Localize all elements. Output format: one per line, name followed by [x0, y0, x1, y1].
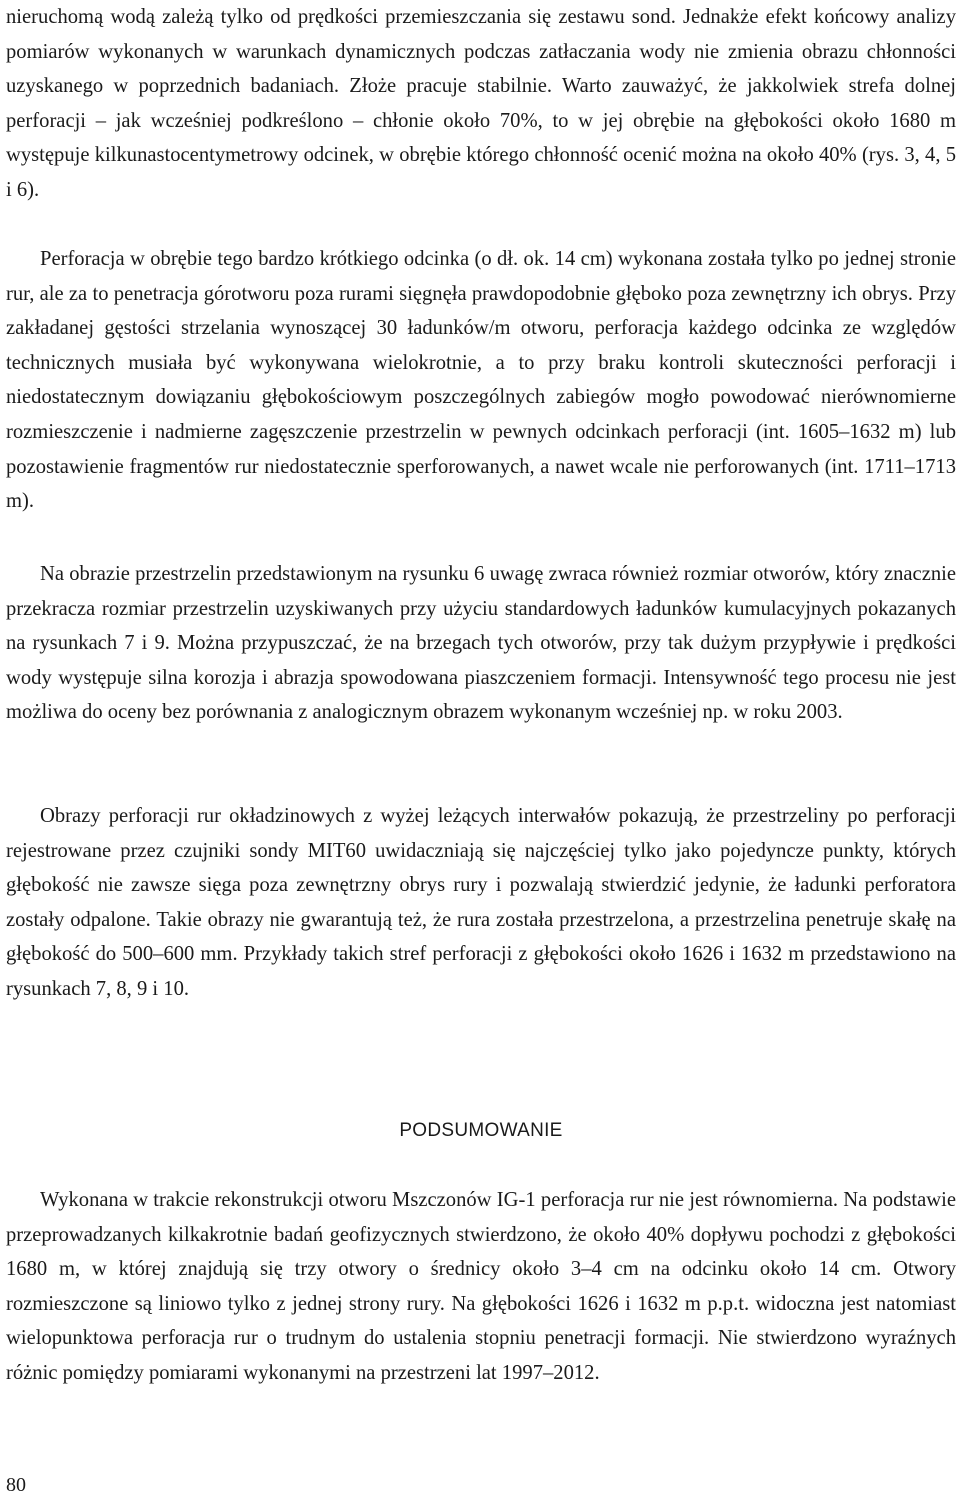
paragraph-4: Obrazy perforacji rur okładzinowych z wyżej leżących interwałów pokazują, że przestrzeliny po perforacji rejestrowane przez czujniki sondy MIT60 uwidaczniają się najczęściej tylko jako pojedyncze punkty, których głębokość nie zawsze sięga poza zewnętrzny obrys rury i pozwalają stwierdzić jedynie, że ładunki perforatora zostały odpalone. Takie obrazy nie gwarantują też, że rura została przestrzelona, a przestrzelina penetruje skałę na głębokość do 500–600 mm. Przykłady takich stref perforacji z głębokości około 1626 i 1632 m przedstawiono na rysunkach 7, 8, 9 i 10. — [6, 805, 956, 1000]
paragraph-1: nieruchomą wodą zależą tylko od prędkości przemieszczania się zestawu sond. Jednakże efekt końcowy analizy pomiarów wykonanych w warunkach dynamicznych podczas zatłaczania wody nie zmienia obrazu chłonności uzyskanego w poprzednich badaniach. Złoże pracuje stabilnie. Warto zauważyć, że jakkolwiek strefa dolnej perforacji – jak wcześniej podkreślono – chłonie około 70%, to w jej obrębie na głębokości około 1680 m występuje kilkunastocentymetrowy odcinek, w obrębie którego chłonność ocenić można na około 40% (rys. 3, 4, 5 i 6). — [6, 6, 956, 201]
section-heading: PODSUMOWANIE — [399, 1120, 563, 1141]
paragraph-2: Perforacja w obrębie tego bardzo krótkiego odcinka (o dł. ok. 14 cm) wykonana została tylko po jednej stronie rur, ale za to penetracja górotworu poza rurami sięgnęła prawdopodobnie głęboko poza zewnętrzny ich obrys. Przy zakładanej gęstości strzelania wynoszącej 30 ładunków/m otworu, perforacja każdego odcinka ze względów technicznych musiała być wykonywana wielokrotnie, a to przy braku kontroli skuteczności perforacji i niedostatecznym dowiązaniu głębokościowym poszczególnych zabiegów mogło powodować nierównomierne rozmieszczenie i nadmierne zagęszczenie przestrzelin w pewnych odcinkach perforacji (int. 1605–1632 m) lub pozostawienie fragmentów rur niedostatecznie sperforowanych, a nawet wcale nie perforowanych (int. 1711–1713 m). — [6, 248, 956, 513]
page-number: 80 — [6, 1474, 26, 1496]
summary-paragraph: Wykonana w trakcie rekonstrukcji otworu Mszczonów IG-1 perforacja rur nie jest równomierna. Na podstawie przeprowadzanych kilkakrotnie badań geofizycznych stwierdzono, że około 40% dopływu pochodzi z głębokości 1680 m, w której znajdują się trzy otwory o średnicy około 3–4 cm na odcinku około 14 cm. Otwory rozmieszczone są liniowo tylko z jednej strony rury. Na głębokości 1626 i 1632 m p.p.t. widoczna jest natomiast wielopunktowa perforacja rur o trudnym do ustalenia stopniu penetracji formacji. Nie stwierdzono wyraźnych różnic pomiędzy pomiarami wykonanymi na przestrzeni lat 1997–2012. — [6, 1189, 956, 1384]
paragraph-3: Na obrazie przestrzelin przedstawionym na rysunku 6 uwagę zwraca również rozmiar otworów, który znacznie przekracza rozmiar przestrzelin uzyskiwanych przy użyciu standardowych ładunków kumulacyjnych pokazanych na rysunkach 7 i 9. Można przypuszczać, że na brzegach tych otworów, przy tak dużym przypływie i prędkości wody występuje silna korozja i abrazja spowodowana piaszczeniem formacji. Intensywność tego procesu nie jest możliwa do oceny bez porównania z analogicznym obrazem wykonanym wcześniej np. w roku 2003. — [6, 563, 956, 724]
